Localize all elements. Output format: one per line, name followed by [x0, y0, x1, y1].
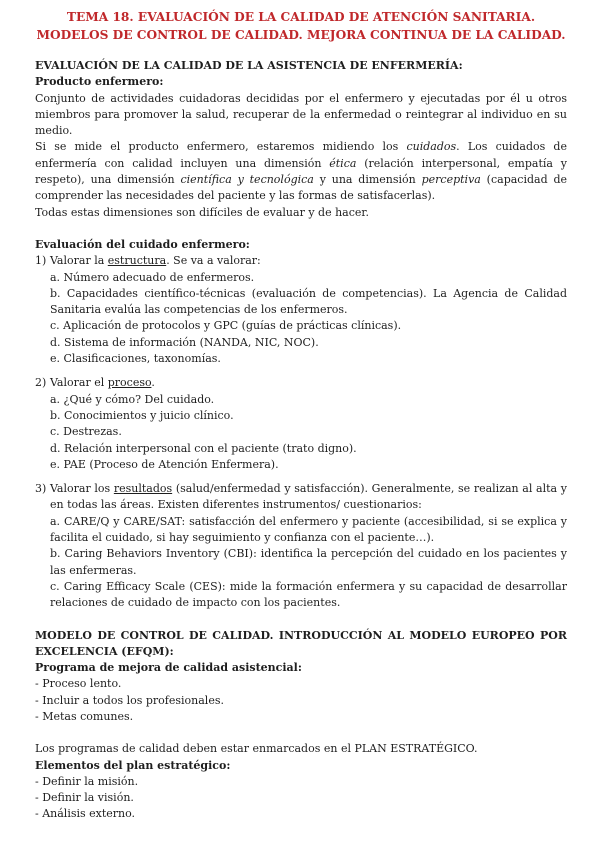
- list-item: d. Relación interpersonal con el paciente (trato digno).: [50, 441, 357, 455]
- list-item: - Definir la misión.: [35, 774, 139, 788]
- paragraph: [35, 139, 567, 204]
- text: (salud/enfermedad y satisfacción). Generalmente, se realizan al alta y en todas las áreas. Existen diferentes instrumentos/ cuestionarios:: [50, 482, 567, 512]
- paragraph: Los programas de calidad deben estar enmarcados en el PLAN ESTRATÉGICO.: [35, 742, 478, 756]
- item-number: 3): [35, 482, 47, 496]
- section-heading: MODELO DE CONTROL DE CALIDAD. INTRODUCCIÓN AL MODELO EUROPEO POR EXCELENCIA (EFQM):: [35, 628, 567, 658]
- list-item: - Proceso lento.: [35, 677, 122, 691]
- list-item: e. Clasificaciones, taxonomías.: [50, 352, 221, 366]
- italic-text: ética: [329, 156, 357, 170]
- list-item: - Metas comunes.: [35, 709, 134, 723]
- italic-text: cuidados: [406, 140, 457, 154]
- section-heading: EVALUACIÓN DE LA CALIDAD DE LA ASISTENCIA DE ENFERMERÍA:: [35, 59, 463, 72]
- numbered-item: [35, 375, 567, 391]
- list-item: d. Sistema de información (NANDA, NIC, NOC).: [50, 335, 319, 349]
- list-item: e. PAE (Proceso de Atención Enfermera).: [50, 457, 279, 471]
- subheading-programa: Programa de mejora de calidad asistencial:: [35, 661, 302, 675]
- paragraph: Conjunto de actividades cuidadoras decididas por el enfermero y ejecutadas por él u otros miembros para promover la salud, recuperar de la enfermedad o reintegrar al individuo en su medio.: [35, 91, 567, 138]
- underlined-text: resultados: [113, 482, 173, 496]
- list-item: a. CARE/Q y CARE/SAT: satisfacción del enfermero y paciente (accesibilidad, si se explica y facilita el cuidado, si hay seguimiento y confianza con el paciente…).: [50, 514, 567, 545]
- item-text: [50, 375, 567, 391]
- italic-text: perceptiva: [421, 173, 481, 187]
- text: .: [151, 376, 155, 390]
- text: y una dimensión: [313, 173, 422, 187]
- list-item: c. Aplicación de protocolos y GPC (guías de prácticas clínicas).: [50, 319, 402, 333]
- list-item: b. Capacidades científico-técnicas (evaluación de competencias). La Agencia de Calidad Sanitaria evalúa las competencias de los enfermeros.: [50, 286, 567, 317]
- text: Valorar el: [50, 376, 108, 390]
- list-item: - Análisis externo.: [35, 807, 136, 821]
- underlined-text: proceso: [107, 376, 152, 390]
- list-item: a. Número adecuado de enfermeros.: [50, 270, 255, 284]
- text: . Los cuidados de enfermería con calidad incluyen una dimensión: [35, 140, 567, 170]
- subheading-plan: Elementos del plan estratégico:: [35, 758, 231, 772]
- item-text: [50, 253, 567, 269]
- paragraph: Todas estas dimensiones son difíciles de evaluar y de hacer.: [35, 205, 369, 219]
- text: Valorar los: [50, 482, 114, 496]
- list-item: a. ¿Qué y cómo? Del cuidado.: [50, 392, 215, 406]
- text: Valorar la: [50, 254, 108, 268]
- item-number: 1): [35, 254, 47, 268]
- section-heading: Evaluación del cuidado enfermero:: [35, 237, 250, 251]
- text: Si se mide el producto enfermero, estaremos midiendo los: [35, 140, 407, 154]
- list-item: c. Destrezas.: [50, 425, 122, 439]
- subheading-producto: Producto enfermero:: [35, 75, 164, 89]
- numbered-item: [35, 253, 567, 269]
- numbered-item: [35, 481, 567, 514]
- italic-text: científica y tecnológica: [180, 173, 314, 187]
- text: (relación interpersonal, empatía y respeto), una dimensión: [35, 156, 567, 187]
- underlined-text: estructura: [107, 254, 167, 268]
- list-item: - Definir la visión.: [35, 791, 134, 805]
- list-item: b. Caring Behaviors Inventory (CBI): identifica la percepción del cuidado en los pacientes y las enfermeras.: [50, 547, 567, 577]
- list-item: - Incluir a todos los profesionales.: [35, 693, 224, 707]
- list-item: c. Caring Efficacy Scale (CES): mide la formación enfermera y su capacidad de desarrollar relaciones de cuidado de impacto con los pacientes.: [50, 579, 567, 610]
- page-title: TEMA 18. EVALUACIÓN DE LA CALIDAD DE ATENCIÓN SANITARIA. MODELOS DE CONTROL DE CALIDAD. MEJORA CONTINUA DE LA CALIDAD.: [36, 10, 566, 42]
- item-text: [50, 481, 567, 514]
- text: . Se va a valorar:: [166, 254, 261, 268]
- text: (capacidad de comprender las necesidades del paciente y las formas de satisfacerlas).: [35, 173, 567, 203]
- list-item: b. Conocimientos y juicio clínico.: [50, 408, 234, 422]
- item-number: 2): [35, 376, 47, 390]
